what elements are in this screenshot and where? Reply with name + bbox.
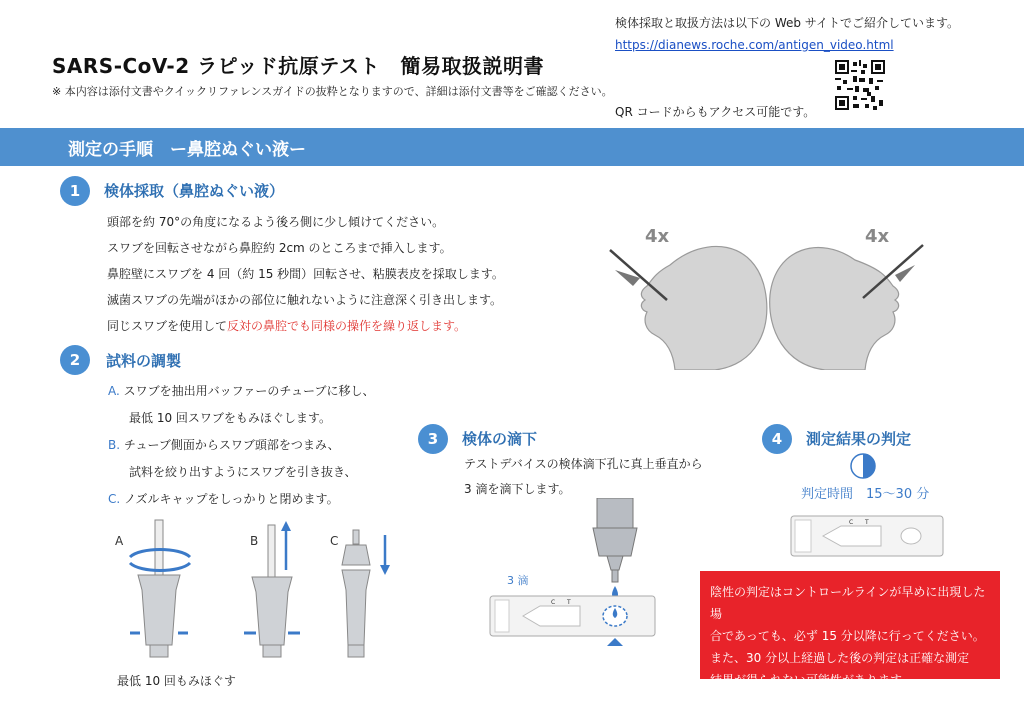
device-mark-t: T	[567, 599, 571, 606]
warning-line: 陰性の判定はコントロールラインが早めに出現した場	[710, 585, 986, 621]
step-3-line: 3 滴を滴下します。	[464, 482, 571, 496]
drops-label: 3 滴	[507, 574, 529, 587]
section-banner-title: 測定の手順 ー鼻腔ぬぐい液ー	[68, 140, 306, 160]
step-3-title: 検体の滴下	[462, 430, 538, 448]
rotation-count-left: 4x	[645, 226, 670, 247]
step-1-number: 1	[69, 182, 81, 200]
sample-drop-illustration	[485, 498, 665, 653]
page-title: SARS-CoV-2 ラピッド抗原テスト 簡易取扱説明書	[52, 54, 545, 78]
step-2-item-c	[108, 490, 339, 507]
qr-code-icon[interactable]	[834, 60, 886, 110]
step-2-item-a-cont: 最低 10 回スワブをもみほぐします。	[129, 411, 331, 425]
step-1-line: 鼻腔壁にスワブを 4 回（約 15 秒間）回転させ、粘膜表皮を採取します。	[107, 267, 504, 281]
step-2-letter: A.	[108, 384, 120, 398]
fig-label-b: B	[250, 534, 259, 548]
step-2-letter: B.	[108, 438, 121, 452]
warning-line: 合であっても、必ず 15 分以降に行ってください。	[710, 629, 985, 643]
step-2-item-b	[108, 436, 340, 453]
judgment-time: 判定時間 15〜30 分	[801, 487, 930, 502]
step-3-badge	[418, 424, 448, 454]
step-1-last-highlight: 反対の鼻腔でも同様の操作を繰り返します。	[227, 319, 467, 333]
step-1-line: スワブを回転させながら鼻腔約 2cm のところまで挿入します。	[107, 241, 452, 255]
step-1-line	[107, 317, 466, 334]
step-3-line: テストデバイスの検体滴下孔に真上垂直から	[464, 457, 703, 471]
step-1-badge	[60, 176, 90, 206]
nasal-swab-illustration	[595, 220, 940, 370]
step-4-number: 4	[771, 430, 783, 448]
fig-label-a: A	[115, 534, 124, 548]
warning-box	[700, 571, 1000, 687]
device-mark-c: C	[849, 519, 854, 526]
step-4-title: 測定結果の判定	[806, 430, 912, 448]
qr-note: QR コードからもアクセス可能です。	[615, 105, 816, 119]
page-note: ※ 本内容は添付文書やクイックリファレンスガイドの抜粋となりますので、詳細は添付文書等をご確認ください。	[52, 85, 613, 98]
step-4-badge	[762, 424, 792, 454]
step-2-item-a	[108, 382, 374, 399]
step-2-letter: C.	[108, 492, 121, 506]
step-2-caption: 最低 10 回もみほぐす	[117, 674, 236, 688]
step-2-number: 2	[69, 351, 81, 369]
test-device-illustration	[789, 512, 946, 560]
step-2-badge	[60, 345, 90, 375]
step-2-item-text: スワブを抽出用バッファーのチューブに移し、	[123, 384, 375, 398]
timer-icon	[849, 452, 877, 480]
device-mark-c: C	[551, 599, 556, 606]
rotation-count-right: 4x	[865, 226, 890, 247]
warning-line: 結果が得られない可能性があります。	[710, 673, 914, 687]
video-link[interactable]: https://dianews.roche.com/antigen_video.html	[615, 38, 894, 52]
step-2-title: 試料の調製	[106, 352, 182, 370]
step-2-item-b-cont: 試料を絞り出すようにスワブを引き抜き、	[129, 465, 357, 479]
step-1-title: 検体採取（鼻腔ぬぐい液）	[104, 182, 285, 200]
step-2-item-text: ノズルキャップをしっかりと閉めます。	[124, 492, 339, 506]
step-2-item-text: チューブ側面からスワブ頭部をつまみ、	[123, 438, 340, 452]
warning-line: また、30 分以上経過した後の判定は正確な測定	[710, 651, 970, 665]
step-1-last-prefix: 同じスワブを使用して	[107, 319, 228, 333]
step-1-line: 滅菌スワブの先端がほかの部位に触れないように注意深く引き出します。	[107, 293, 503, 307]
fig-label-c: C	[330, 534, 339, 548]
sample-preparation-illustration	[110, 515, 410, 675]
step-1-line: 頭部を約 70°の角度になるよう後ろ側に少し傾けてください。	[107, 215, 445, 229]
web-intro-text: 検体採取と取扱方法は以下の Web サイトでご紹介しています。	[615, 16, 959, 30]
device-mark-t: T	[865, 519, 869, 526]
step-3-number: 3	[427, 430, 439, 448]
